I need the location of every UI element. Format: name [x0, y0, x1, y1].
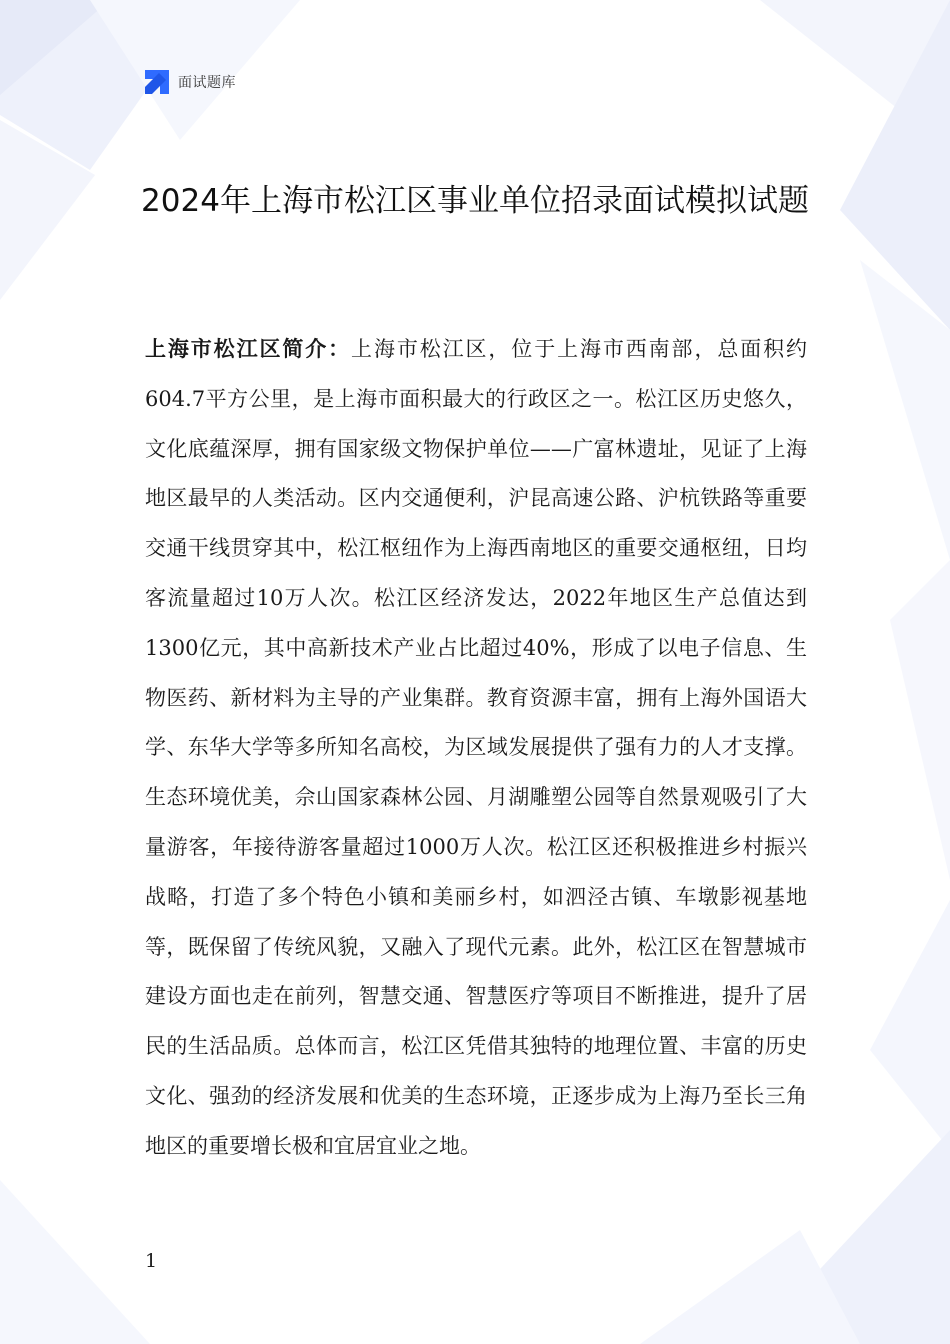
page-number: 1 [145, 1250, 158, 1272]
document-title: 2024年上海市松江区事业单位招录面试模拟试题 [141, 183, 809, 219]
intro-text: 上海市松江区，位于上海市西南部，总面积约604.7平方公里，是上海市面积最大的行政区之一。松江区历史悠久，文化底蕴深厚，拥有国家级文物保护单位——广富林遗址，见证了上海地区最早的人类活动。区内交通便利，沪昆高速公路、沪杭铁路等重要交通干线贯穿其中，松江枢纽作为上海西南地区的重要交通枢纽，日均客流量超过10万人次。松江区经济发达，2022年地区生产总值达到1300亿元，其中高新技术产业占比超过40%，形成了以电子信息、生物医药、新材料为主导的产业集群。教育资源丰富，拥有上海外国语大学、东华大学等多所知名高校，为区域发展提供了强有力的人才支撑。生态环境优美，佘山国家森林公园、月湖雕塑公园等自然景观吸引了大量游客，年接待游客量超过1000万人次。松江区还积极推进乡村振兴战略，打造了多个特色小镇和美丽乡村，如泗泾古镇、车墩影视基地等，既保留了传统风貌，又融入了现代元素。此外，松江区在智慧城市建设方面也走在前列，智慧交通、智慧医疗等项目不断推进，提升了居民的生活品质。总体而言，松江区凭借其独特的地理位置、丰富的历史文化、强劲的经济发展和优美的生态环境，正逐步成为上海乃至长三角地区的重要增长极和宜居宜业之地。 [145, 337, 808, 1158]
header-logo [143, 68, 236, 96]
intro-paragraph [145, 325, 807, 1172]
arrow-up-right-icon [143, 68, 171, 96]
logo-text: 面试题库 [178, 75, 236, 91]
intro-label: 上海市松江区简介： [145, 337, 352, 361]
